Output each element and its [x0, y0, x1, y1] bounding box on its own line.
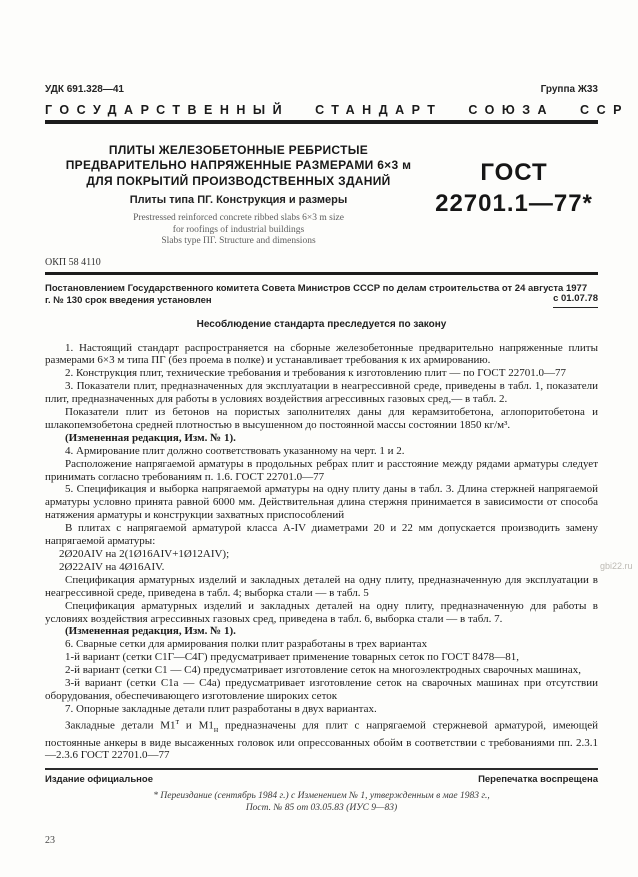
- rebar-substitution-2: 2Ø22АIV на 4Ø16АIV.: [59, 560, 165, 573]
- body-paragraph-12: Спецификация арматурных изделий и закладных деталей на одну плиту, предназначенную для эксплуатации в неагрессивной среде, приведена в табл. 4; выборка стали — в табл. 5: [45, 573, 598, 599]
- body-paragraph-15: 6. Сварные сетки для армирования полки плит разработаны в трех вариантах: [65, 638, 428, 651]
- enactment-date: с 01.07.78: [553, 293, 598, 308]
- horizontal-rule-mid: [45, 272, 598, 275]
- body-paragraph-6: 4. Армирование плит должно соответствовать указанному на черт. 1 и 2.: [65, 444, 405, 457]
- body-paragraph-2: 2. Конструкция плит, технические требования и требования к изготовлению плит — по ГОСТ 22701.0—77: [65, 367, 566, 380]
- page-number: 23: [45, 834, 55, 846]
- enactment-block: [45, 283, 598, 308]
- body-paragraph-9: В плитах с напрягаемой арматурой класса А-IV диаметрами 20 и 22 мм допускается производить замену напрягаемой арматуры:: [45, 522, 598, 548]
- anchor-text-a: Закладные детали М1: [65, 719, 176, 732]
- udk-code: УДК 691.328—41: [45, 84, 124, 95]
- title-line-3: ДЛЯ ПОКРЫТИЙ ПРОИЗВОДСТВЕННЫХ ЗДАНИЙ: [86, 173, 391, 188]
- rebar-substitution-1: 2Ø20АIV на 2(1Ø16АIV+1Ø12АIV);: [59, 548, 230, 560]
- body-paragraph-7: Расположение напрягаемой арматуры в продольных ребрах плит и расстояние между рядами арматуры следует принимать согласно требованиям п. 1.6. ГОСТ 22701.0—77: [45, 457, 598, 483]
- classification-row: [45, 84, 598, 96]
- no-reprint-label: Перепечатка воспрещена: [478, 773, 598, 785]
- reprint-note-line-2: Пост. № 85 от 03.05.83 (ИУС 9—83): [245, 803, 398, 814]
- gost-number: 22701.1—77*: [435, 189, 593, 217]
- law-notice: Несоблюдение стандарта преследуется по закону: [196, 318, 447, 330]
- body-paragraph-1: 1. Настоящий стандарт распространяется на сборные железобетонные предварительно напряженные плиты размерами 6×3 м типа ПГ (без проема в полке) и устанавливает требования к их армированию.: [45, 341, 598, 367]
- title-english-line-3: Slabs type ПГ. Structure and dimensions: [161, 236, 316, 246]
- amended-note-2: (Измененная редакция, Изм. № 1).: [65, 625, 236, 638]
- variant-2: 2-й вариант (сетки С1 — С4) предусматривает изготовление сеток на многоэлектродных сварочных машинах,: [65, 664, 581, 677]
- footer-row: [45, 774, 598, 785]
- enactment-text: Постановлением Государственного комитета Совета Министров СССР по делам строительства от 24 августа 1977 г. № 130 срок введения установлен: [45, 282, 588, 306]
- title-subtitle: Плиты типа ПГ. Конструкция и размеры: [129, 194, 348, 206]
- gost-label: ГОСТ: [480, 158, 548, 186]
- body-paragraph-4: Показатели плит из бетонов на пористых заполнителях даны для керамзитобетона, аглопоритобетона и шлакопемзобетона средней плотностью в высушенном до постоянной массы состоянии 1850 кг/м³.: [45, 406, 598, 431]
- document-body: [45, 342, 598, 763]
- state-standard-banner: ГОСУДАРСТВЕННЫЙ СТАНДАРТ СОЮЗА ССР: [45, 103, 629, 117]
- official-edition-label: Издание официальное: [45, 773, 153, 785]
- title-english-line-1: Prestressed reinforced concrete ribbed slabs 6×3 m size: [133, 213, 344, 223]
- anchor-text-c: предназначены для плит с напрягаемой стержневой арматурой, имеющей постоянные анкеры в виде высаженных головок или опрессованных обойм в соответствии с требованиями пп. 2.3.1—2.3.6 ГОСТ 22701.0—77: [45, 719, 598, 762]
- reprint-note: [45, 790, 598, 815]
- reprint-note-line-1: * Переиздание (сентябрь 1984 г.) с Изменением № 1, утвержденным в мае 1983 г.,: [153, 790, 490, 801]
- horizontal-rule-top: [45, 120, 598, 124]
- gost-designation: [430, 141, 598, 248]
- title-column: [45, 141, 430, 248]
- amended-note-1: (Измененная редакция, Изм. № 1).: [65, 431, 236, 444]
- variant-3: 3-й вариант (сетки С1а — С4а) предусматривает изготовление сеток на сварочных машинах при отсутствии оборудования, обеспечивающего изготовление широких сеток: [45, 677, 598, 702]
- body-paragraph-19: 7. Опорные закладные детали плит разработаны в двух вариантах.: [65, 702, 377, 715]
- superscript-t: т: [175, 716, 180, 726]
- variant-1: 1-й вариант (сетки С1Г—С4Г) предусматривает применение товарных сеток по ГОСТ 8478—81,: [65, 651, 520, 664]
- subscript-n: н: [213, 724, 219, 734]
- title-line-1: ПЛИТЫ ЖЕЛЕЗОБЕТОННЫЕ РЕБРИСТЫЕ: [108, 142, 369, 157]
- site-watermark: gbi22.ru: [600, 561, 633, 571]
- title-line-2: ПРЕДВАРИТЕЛЬНО НАПРЯЖЕННЫЕ РАЗМЕРАМИ 6×3 м: [65, 158, 412, 172]
- title-english-line-2: for roofings of industrial buildings: [172, 224, 305, 235]
- body-paragraph-8: 5. Спецификация и выборка напрягаемой арматуры на одну плиту даны в табл. 3. Длина стержней напрягаемой арматуры условно принята равной 6000 мм. Действительная длина стержня принимается в зависимости от способа натяжения арматуры и конструкции захватных приспособлений: [45, 483, 598, 522]
- group-code: Группа Ж33: [540, 84, 598, 95]
- okp-code: ОКП 58 4110: [45, 256, 101, 268]
- body-paragraph-20: [45, 716, 598, 763]
- horizontal-rule-footer: [45, 768, 598, 770]
- title-block: [45, 141, 598, 248]
- anchor-text-b: и М1: [179, 719, 214, 732]
- body-paragraph-3: 3. Показатели плит, предназначенных для эксплуатации в неагрессивной среде, приведены в табл. 1, показатели плит, предназначенных для работы в условиях воздействия агрессивных газовых сред,— в табл. 2.: [45, 380, 598, 406]
- title-english: [61, 213, 416, 248]
- body-paragraph-13: Спецификация арматурных изделий и закладных деталей на одну плиту, предназначенную для работы в условиях воздействия агрессивных газовых сред, приведена в табл. 6, выборка стали — в табл. 7.: [45, 599, 598, 625]
